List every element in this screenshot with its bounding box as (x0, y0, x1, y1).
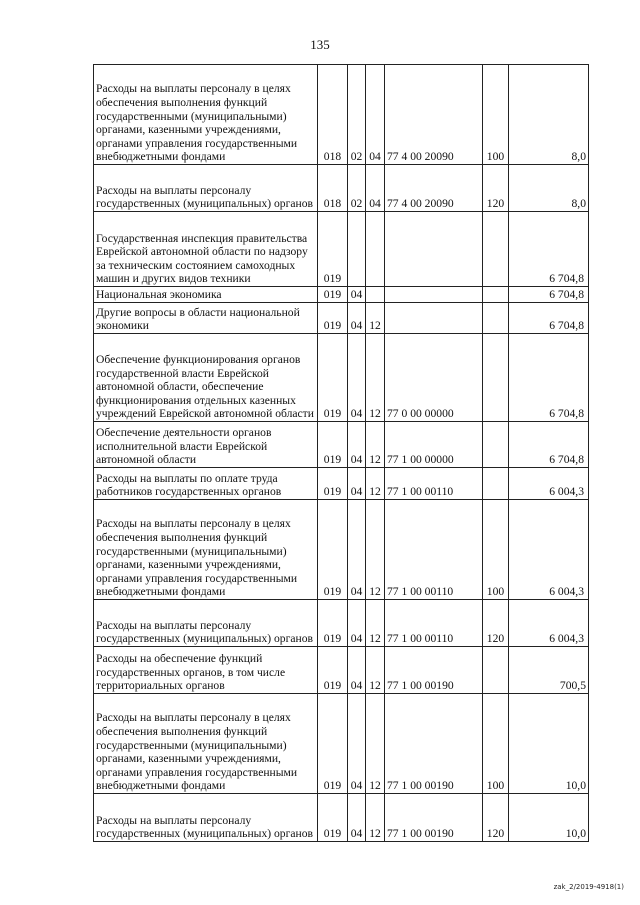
amount-cell: 6 704,8 (509, 334, 589, 422)
table-row (94, 694, 589, 794)
section-code-cell: 04 (348, 694, 366, 794)
amount-cell: 10,0 (509, 794, 589, 842)
amount-cell: 6 704,8 (509, 303, 589, 334)
expense-type-cell: 100 (483, 65, 509, 165)
section-code-cell: 04 (348, 647, 366, 694)
section-code-cell: 04 (348, 468, 366, 500)
row-name-cell: Обеспечение функционирования органов государственной власти Еврейской автономной области, обеспечение функционирования отдельных казенных учреждений Еврейской автономной области (94, 334, 318, 422)
row-name-cell: Национальная экономика (94, 287, 318, 303)
subsection-code-cell: 12 (366, 794, 385, 842)
row-name-cell: Расходы на выплаты персоналу в целях обеспечения выполнения функций государственными (муниципальными) органами, казенными учреждениями, органами управления государственными внебюджетными фондами (94, 500, 318, 600)
expense-type-cell: 120 (483, 165, 509, 212)
expense-type-cell (483, 468, 509, 500)
target-article-cell: 77 1 00 00190 (385, 647, 483, 694)
row-name-cell: Расходы на обеспечение функций государственных органов, в том числе территориальных органов (94, 647, 318, 694)
row-name-cell: Расходы на выплаты персоналу государственных (муниципальных) органов (94, 600, 318, 647)
amount-cell: 6 704,8 (509, 287, 589, 303)
budget-table (93, 64, 589, 842)
table-row (94, 303, 589, 334)
table-row (94, 794, 589, 842)
row-name-cell: Расходы на выплаты персоналу в целях обеспечения выполнения функций государственными (муниципальными) органами, казенными учреждениями, органами управления государственными внебюджетными фондами (94, 694, 318, 794)
target-article-cell: 77 1 00 00000 (385, 422, 483, 468)
ministry-code-cell: 018 (318, 165, 348, 212)
expense-type-cell: 100 (483, 694, 509, 794)
target-article-cell: 77 1 00 00110 (385, 500, 483, 600)
expense-type-cell: 100 (483, 500, 509, 600)
target-article-cell (385, 212, 483, 287)
subsection-code-cell: 12 (366, 468, 385, 500)
page-number: 135 (310, 37, 330, 52)
ministry-code-cell: 019 (318, 334, 348, 422)
section-code-cell: 02 (348, 165, 366, 212)
section-code-cell: 04 (348, 287, 366, 303)
table-row (94, 212, 589, 287)
expense-type-cell (483, 287, 509, 303)
expense-type-cell (483, 422, 509, 468)
ministry-code-cell: 019 (318, 647, 348, 694)
target-article-cell: 77 1 00 00190 (385, 794, 483, 842)
section-code-cell: 04 (348, 600, 366, 647)
subsection-code-cell: 04 (366, 65, 385, 165)
subsection-code-cell: 12 (366, 422, 385, 468)
row-name-cell: Расходы на выплаты персоналу государственных (муниципальных) органов (94, 165, 318, 212)
ministry-code-cell: 019 (318, 212, 348, 287)
amount-cell: 10,0 (509, 694, 589, 794)
section-code-cell: 04 (348, 422, 366, 468)
target-article-cell (385, 287, 483, 303)
subsection-code-cell: 12 (366, 334, 385, 422)
document-reference: zak_2/2019-4918(1) (553, 883, 624, 891)
target-article-cell: 77 0 00 00000 (385, 334, 483, 422)
ministry-code-cell: 019 (318, 422, 348, 468)
ministry-code-cell: 019 (318, 500, 348, 600)
row-name-cell: Расходы на выплаты по оплате труда работников государственных органов (94, 468, 318, 500)
amount-cell: 8,0 (509, 165, 589, 212)
subsection-code-cell: 12 (366, 647, 385, 694)
table-row (94, 647, 589, 694)
table-row (94, 287, 589, 303)
expense-type-cell: 120 (483, 794, 509, 842)
amount-cell: 6 004,3 (509, 468, 589, 500)
subsection-code-cell: 12 (366, 694, 385, 794)
ministry-code-cell: 019 (318, 600, 348, 647)
section-code-cell: 04 (348, 794, 366, 842)
amount-cell: 700,5 (509, 647, 589, 694)
subsection-code-cell (366, 287, 385, 303)
section-code-cell: 02 (348, 65, 366, 165)
ministry-code-cell: 018 (318, 65, 348, 165)
row-name-cell: Государственная инспекция правительства Еврейской автономной области по надзору за техническим состоянием самоходных машин и других видов техники (94, 212, 318, 287)
table-row (94, 468, 589, 500)
subsection-code-cell: 04 (366, 165, 385, 212)
section-code-cell: 04 (348, 303, 366, 334)
section-code-cell: 04 (348, 334, 366, 422)
ministry-code-cell: 019 (318, 303, 348, 334)
expense-type-cell (483, 303, 509, 334)
target-article-cell: 77 1 00 00110 (385, 468, 483, 500)
table-row (94, 334, 589, 422)
expense-type-cell (483, 647, 509, 694)
amount-cell: 6 004,3 (509, 600, 589, 647)
target-article-cell: 77 1 00 00190 (385, 694, 483, 794)
expense-type-cell (483, 334, 509, 422)
row-name-cell: Расходы на выплаты персоналу государственных (муниципальных) органов (94, 794, 318, 842)
amount-cell: 8,0 (509, 65, 589, 165)
section-code-cell: 04 (348, 500, 366, 600)
row-name-cell: Обеспечение деятельности органов исполнительной власти Еврейской автономной области (94, 422, 318, 468)
target-article-cell: 77 1 00 00110 (385, 600, 483, 647)
table-row (94, 600, 589, 647)
ministry-code-cell: 019 (318, 694, 348, 794)
amount-cell: 6 704,8 (509, 422, 589, 468)
subsection-code-cell: 12 (366, 600, 385, 647)
amount-cell: 6 704,8 (509, 212, 589, 287)
section-code-cell (348, 212, 366, 287)
table-row (94, 65, 589, 165)
subsection-code-cell (366, 212, 385, 287)
table-row (94, 422, 589, 468)
table-row (94, 500, 589, 600)
expense-type-cell: 120 (483, 600, 509, 647)
subsection-code-cell: 12 (366, 303, 385, 334)
row-name-cell: Другие вопросы в области национальной экономики (94, 303, 318, 334)
ministry-code-cell: 019 (318, 468, 348, 500)
target-article-cell (385, 303, 483, 334)
amount-cell: 6 004,3 (509, 500, 589, 600)
row-name-cell: Расходы на выплаты персоналу в целях обеспечения выполнения функций государственными (муниципальными) органами, казенными учреждениями, органами управления государственными внебюджетными фондами (94, 65, 318, 165)
target-article-cell: 77 4 00 20090 (385, 65, 483, 165)
ministry-code-cell: 019 (318, 794, 348, 842)
subsection-code-cell: 12 (366, 500, 385, 600)
expense-type-cell (483, 212, 509, 287)
target-article-cell: 77 4 00 20090 (385, 165, 483, 212)
ministry-code-cell: 019 (318, 287, 348, 303)
table-row (94, 165, 589, 212)
